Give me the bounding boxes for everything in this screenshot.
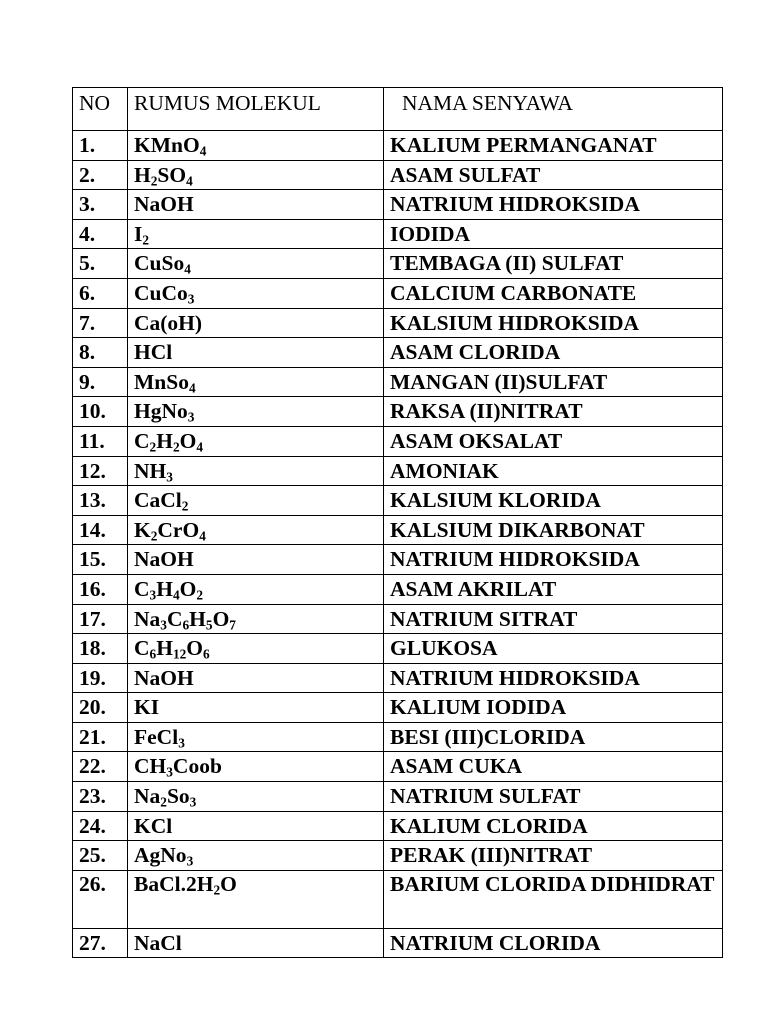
compound-name: GLUKOSA <box>384 634 723 664</box>
compound-name: MANGAN (II)SULFAT <box>384 367 723 397</box>
table-row <box>73 249 723 279</box>
compound-name: KALIUM CLORIDA <box>384 811 723 841</box>
formula-subscript: 4 <box>172 587 180 603</box>
row-number: 21. <box>73 722 128 752</box>
row-number: 18. <box>73 634 128 664</box>
formula-subscript: 2 <box>142 232 150 248</box>
formula-part: KMnO <box>134 133 200 157</box>
formula-subscript: 4 <box>184 261 191 277</box>
table-row <box>73 545 723 575</box>
row-number: 6. <box>73 278 128 308</box>
molecular-formula <box>128 249 384 279</box>
formula-subscript: 4 <box>186 172 193 188</box>
table-row <box>73 634 723 664</box>
formula-part: MnSo <box>134 369 189 394</box>
header-row <box>73 88 723 131</box>
table-row <box>73 486 723 516</box>
formula-part: AgNo <box>134 843 187 868</box>
formula-part: O <box>212 606 230 631</box>
formula-subscript: 4 <box>196 439 204 455</box>
table-row <box>73 811 723 841</box>
table-row <box>73 426 723 456</box>
row-number: 9. <box>73 367 128 397</box>
table-row <box>73 338 723 368</box>
molecular-formula <box>128 515 384 545</box>
formula-subscript: 2 <box>181 498 189 514</box>
formula-subscript: 6 <box>182 616 190 632</box>
compound-name: AMONIAK <box>384 456 723 486</box>
formula-subscript: 2 <box>196 587 204 603</box>
table-row <box>73 782 723 812</box>
row-number: 22. <box>73 752 128 782</box>
formula-part: O <box>179 428 197 453</box>
compound-name: NATRIUM SITRAT <box>384 604 723 634</box>
row-number: 17. <box>73 604 128 634</box>
formula-subscript: 2 <box>150 172 158 188</box>
formula-part: KI <box>134 695 160 720</box>
molecular-formula <box>128 367 384 397</box>
formula-subscript: 3 <box>186 853 194 869</box>
row-number: 14. <box>73 515 128 545</box>
row-number: 2. <box>73 160 128 190</box>
molecular-formula <box>128 811 384 841</box>
row-number: 10. <box>73 397 128 427</box>
formula-part: C <box>134 636 150 661</box>
compound-name: ASAM OKSALAT <box>384 426 723 456</box>
compound-name: RAKSA (II)NITRAT <box>384 397 723 427</box>
formula-part: Na <box>134 784 161 809</box>
formula-subscript: 3 <box>187 291 195 307</box>
formula-part: FeCl <box>134 724 179 749</box>
molecular-formula <box>128 782 384 812</box>
row-number: 13. <box>73 486 128 516</box>
formula-part: K <box>134 517 151 542</box>
molecular-formula <box>128 190 384 220</box>
table-row <box>73 308 723 338</box>
molecular-formula <box>128 574 384 604</box>
compound-name: NATRIUM CLORIDA <box>384 928 723 958</box>
compound-name: KALSIUM DIKARBONAT <box>384 515 723 545</box>
compound-name: KALIUM IODIDA <box>384 693 723 723</box>
row-number: 4. <box>73 219 128 249</box>
table-row <box>73 397 723 427</box>
formula-part: NaOH <box>134 665 194 690</box>
molecular-formula <box>128 545 384 575</box>
table-row <box>73 693 723 723</box>
compound-name: ASAM CLORIDA <box>384 338 723 368</box>
formula-part: C <box>134 428 150 453</box>
table-row <box>73 367 723 397</box>
formula-part: HgNo <box>134 399 188 424</box>
formula-subscript: 2 <box>160 794 167 810</box>
formula-subscript: 12 <box>172 646 187 662</box>
compound-name: ASAM SULFAT <box>384 160 723 190</box>
compound-name: KALIUM PERMANGANAT <box>384 131 723 161</box>
table-row <box>73 278 723 308</box>
formula-part: CuSo <box>134 251 185 276</box>
compound-name: NATRIUM HIDROKSIDA <box>384 663 723 693</box>
table-row <box>73 574 723 604</box>
formula-subscript: 4 <box>199 528 206 544</box>
molecular-formula <box>128 604 384 634</box>
formula-subscript: 2 <box>213 882 221 898</box>
formula-part: H <box>189 606 206 631</box>
row-number: 5. <box>73 249 128 279</box>
formula-subscript: 2 <box>172 439 180 455</box>
formula-subscript: 3 <box>189 794 197 810</box>
formula-part: NaCl <box>134 930 182 955</box>
molecular-formula <box>128 486 384 516</box>
table-row <box>73 604 723 634</box>
formula-subscript: 7 <box>229 616 236 632</box>
compound-name: BARIUM CLORIDA DIDHIDRAT <box>384 870 723 928</box>
molecular-formula <box>128 752 384 782</box>
formula-subscript: 3 <box>149 587 157 603</box>
molecular-formula <box>128 722 384 752</box>
table-row <box>73 190 723 220</box>
header-no: NO <box>73 88 128 131</box>
molecular-formula <box>128 456 384 486</box>
formula-part: Na <box>134 606 161 631</box>
row-number: 16. <box>73 574 128 604</box>
formula-part: So <box>166 784 190 809</box>
compound-name: NATRIUM HIDROKSIDA <box>384 190 723 220</box>
formula-part: CrO <box>157 517 200 542</box>
molecular-formula <box>128 338 384 368</box>
compound-name: KALSIUM HIDROKSIDA <box>384 308 723 338</box>
formula-part: NaOH <box>134 547 194 572</box>
molecular-formula <box>128 219 384 249</box>
formula-subscript: 3 <box>160 616 167 632</box>
molecular-formula <box>128 397 384 427</box>
row-number: 11. <box>73 426 128 456</box>
formula-subscript: 4 <box>188 380 196 396</box>
row-number: 7. <box>73 308 128 338</box>
molecular-formula <box>128 928 384 958</box>
formula-subscript: 3 <box>178 735 185 751</box>
compound-name: CALCIUM CARBONATE <box>384 278 723 308</box>
molecular-formula <box>128 663 384 693</box>
row-number: 27. <box>73 928 128 958</box>
formula-part: Coob <box>172 754 222 779</box>
formula-part: H <box>134 162 151 187</box>
formula-part: SO <box>157 162 187 187</box>
formula-subscript: 3 <box>166 764 173 780</box>
row-number: 3. <box>73 190 128 220</box>
formula-part: C <box>134 576 150 601</box>
molecular-formula <box>128 278 384 308</box>
compound-name: BESI (III)CLORIDA <box>384 722 723 752</box>
compound-name: ASAM CUKA <box>384 752 723 782</box>
compound-name: NATRIUM HIDROKSIDA <box>384 545 723 575</box>
row-number: 12. <box>73 456 128 486</box>
table-row <box>73 928 723 958</box>
row-number: 26. <box>73 870 128 928</box>
table-row <box>73 456 723 486</box>
row-number: 8. <box>73 338 128 368</box>
table-row <box>73 131 723 161</box>
molecular-formula <box>128 426 384 456</box>
formula-subscript: 3 <box>166 468 173 484</box>
table-row <box>73 841 723 871</box>
row-number: 19. <box>73 663 128 693</box>
formula-subscript: 6 <box>149 646 157 662</box>
row-number: 25. <box>73 841 128 871</box>
formula-part: CH <box>134 754 167 779</box>
header-name: NAMA SENYAWA <box>384 88 723 131</box>
table-row <box>73 219 723 249</box>
compound-name: TEMBAGA (II) SULFAT <box>384 249 723 279</box>
formula-part: BaCl.2H <box>134 871 214 896</box>
table-row <box>73 160 723 190</box>
compound-name: IODIDA <box>384 219 723 249</box>
formula-part: NH <box>134 458 167 483</box>
header-formula: RUMUS MOLEKUL <box>128 88 384 131</box>
formula-subscript: 6 <box>203 646 210 662</box>
table-row <box>73 870 723 928</box>
formula-part: O <box>186 636 203 661</box>
table-row <box>73 663 723 693</box>
molecular-formula <box>128 131 384 161</box>
formula-part: H <box>156 428 173 453</box>
row-number: 1. <box>73 131 128 161</box>
formula-subscript: 3 <box>187 409 195 425</box>
row-number: 15. <box>73 545 128 575</box>
molecular-formula <box>128 841 384 871</box>
table-row <box>73 722 723 752</box>
molecular-formula <box>128 308 384 338</box>
formula-part: CuCo <box>134 280 188 305</box>
compound-name: NATRIUM SULFAT <box>384 782 723 812</box>
formula-part: CaCl <box>134 488 182 513</box>
formula-part: I <box>134 221 143 246</box>
table-row <box>73 515 723 545</box>
compound-name: KALSIUM KLORIDA <box>384 486 723 516</box>
formula-part: KCl <box>134 813 173 838</box>
molecular-formula <box>128 693 384 723</box>
molecular-formula <box>128 870 384 928</box>
formula-subscript: 2 <box>149 439 157 455</box>
compound-table-body <box>73 88 723 958</box>
formula-part: C <box>166 606 183 631</box>
row-number: 20. <box>73 693 128 723</box>
formula-part: O <box>179 576 197 601</box>
compound-table <box>72 87 723 958</box>
formula-part: O <box>220 871 237 896</box>
compound-name: PERAK (III)NITRAT <box>384 841 723 871</box>
molecular-formula <box>128 634 384 664</box>
formula-part: HCl <box>134 340 173 365</box>
compound-name: ASAM AKRILAT <box>384 574 723 604</box>
row-number: 24. <box>73 811 128 841</box>
row-number: 23. <box>73 782 128 812</box>
formula-subscript: 4 <box>199 143 207 159</box>
formula-part: Ca(oH) <box>134 310 203 335</box>
molecular-formula <box>128 160 384 190</box>
table-row <box>73 752 723 782</box>
formula-subscript: 5 <box>205 616 213 632</box>
formula-part: NaOH <box>134 192 194 217</box>
formula-subscript: 2 <box>150 528 158 544</box>
formula-part: H <box>156 636 173 661</box>
formula-part: H <box>156 576 173 601</box>
